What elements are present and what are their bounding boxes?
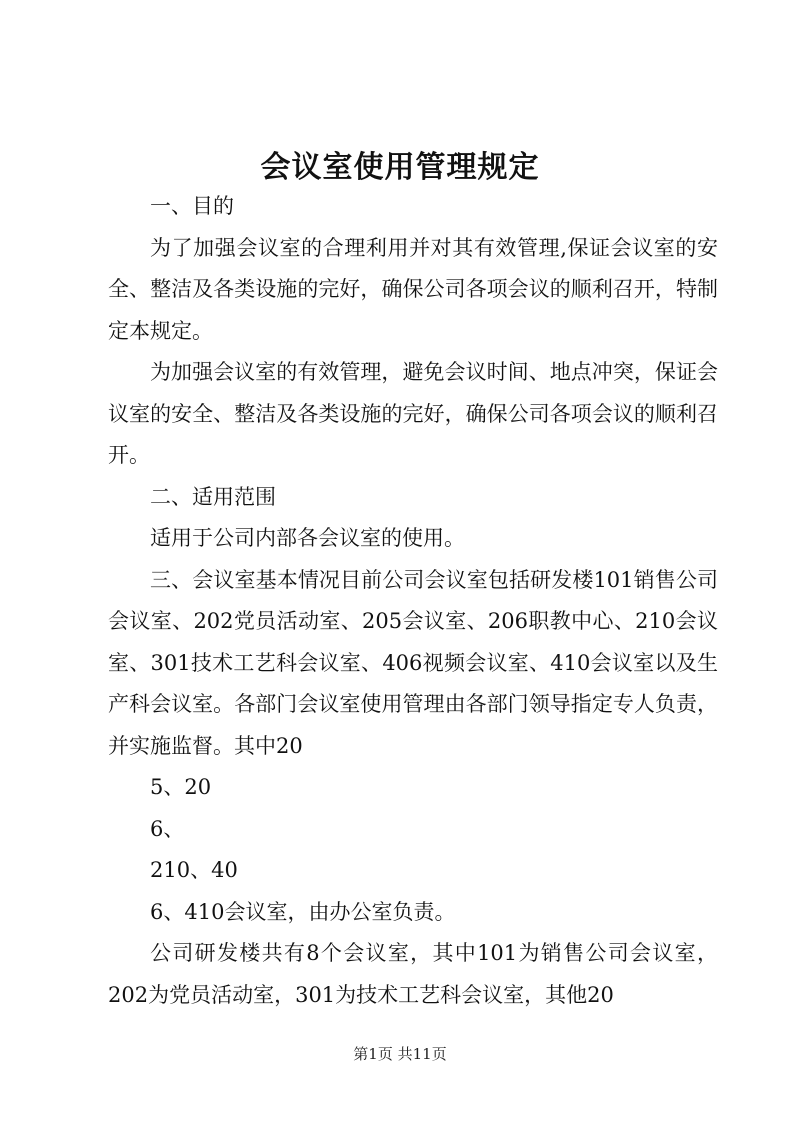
document-title: 会议室使用管理规定 <box>260 150 540 185</box>
paragraph-rd-building: 公司研发楼共有8个会议室，其中101为销售公司会议室，202为党员活动室，301为技术工艺科会议室，其他20 <box>108 941 718 1007</box>
paragraph-fragment-1: 5、20 <box>150 775 212 799</box>
paragraph-scope: 适用于公司内部各会议室的使用。 <box>150 526 465 550</box>
document-body <box>108 186 718 1016</box>
paragraph-purpose-2: 为加强会议室的有效管理，避免会议时间、地点冲突，保证会议室的安全、整洁及各类设施的完好，确保公司各项会议的顺利召开。 <box>108 360 718 467</box>
paragraph-section-2-heading: 二、适用范围 <box>150 484 276 509</box>
page-number-footer: 第1页 共11页 <box>353 1045 447 1063</box>
paragraph-fragment-4: 6、410会议室，由办公室负责。 <box>150 899 456 924</box>
paragraph-purpose-1: 为了加强会议室的合理利用并对其有效管理,保证会议室的安全、整洁及各类设施的完好，确保公司各项会议的顺利召开，特制定本规定。 <box>108 235 718 343</box>
paragraph-fragment-2: 6、 <box>150 816 185 841</box>
paragraph-section-1-heading: 一、目的 <box>150 194 234 218</box>
paragraph-fragment-3: 210、40 <box>150 858 238 882</box>
paragraph-section-3: 三、会议室基本情况目前公司会议室包括研发楼101销售公司会议室、202党员活动室、205会议室、206职教中心、210会议室、301技术工艺科会议室、406视频会议室、410会议室以及生产科会议室。各部门会议室使用管理由各部门领导指定专人负责，并实施监督。其中20 <box>108 567 718 758</box>
